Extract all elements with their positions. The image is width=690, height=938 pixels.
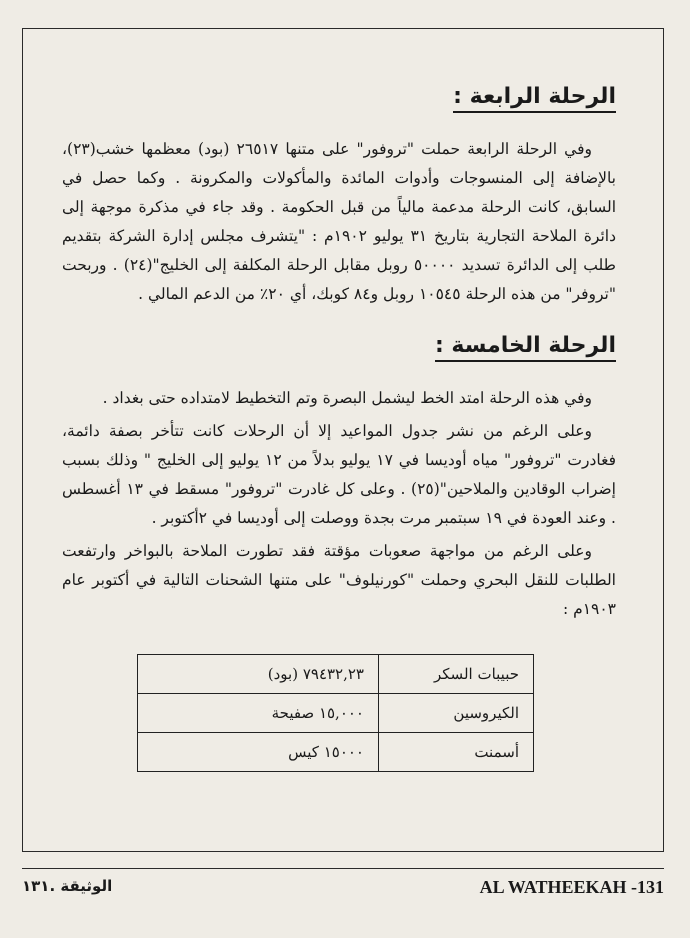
shipments-table (137, 654, 534, 772)
table-row (138, 694, 534, 733)
section-5-paragraph-2: وعلى الرغم من نشر جدول المواعيد إلا أن الرحلات كانت تتأخر بصفة دائمة، فغادرت "تروفور" مياه أوديسا في ١٧ يوليو بدلاً من ١٢ يوليو إلى الخليج " وذلك بسبب إضراب الوقادين والملاحين"(٢٥) . وعلى كل غادرت "تروفور" مسقط في ١٣ أغسطس . وعند العودة في ١٩ سبتمبر مرت بجدة ووصلت إلى أوديسا في ٢أكتوبر . (62, 422, 617, 527)
footer-arabic-page-label: الوثيقة .١٣١ (22, 877, 113, 895)
document-body (62, 84, 616, 772)
footer-journal-page-label: AL WATHEEKAH -131 (479, 877, 664, 897)
shipment-item: أسمنت (379, 733, 534, 772)
page-footer (22, 868, 664, 899)
shipment-quantity: ١٥,٠٠٠ صفيحة (138, 694, 379, 733)
shipment-quantity: ٧٩٤٣٢,٢٣ (بود) (138, 655, 379, 694)
section-5-paragraph-1: وفي هذه الرحلة امتد الخط ليشمل البصرة وتم التخطيط لامتداده حتى بغداد . (102, 389, 592, 407)
shipment-item: الكيروسين (379, 694, 534, 733)
section-4-heading: الرحلة الرابعة : (62, 84, 616, 109)
section-5-heading: الرحلة الخامسة : (62, 333, 616, 358)
table-row (138, 733, 534, 772)
section-5-paragraph-3: وعلى الرغم من مواجهة صعوبات مؤقتة فقد تطورت الملاحة بالبواخر وارتفعت الطلبات للنقل البحري وحملت "كورنيلوف" على متنها الشحنات التالية في أكتوبر عام ١٩٠٣م : (62, 542, 616, 618)
shipment-quantity: ١٥٠٠٠ كيس (138, 733, 379, 772)
shipment-item: حبيبات السكر (379, 655, 534, 694)
table-row (138, 655, 534, 694)
section-4-paragraph: وفي الرحلة الرابعة حملت "تروفور" على متنها ٢٦٥١٧ (بود) معظمها خشب(٢٣)، بالإضافة إلى المنسوجات وأدوات المائدة والمأكولات والمكرونة . وكما حصل في السابق، كانت الرحلة مدعمة مالياً من قبل الحكومة . وقد جاء في مذكرة موجهة إلى دائرة الملاحة التجارية بتاريخ ٣١ يوليو ١٩٠٢م : "يتشرف مجلس إدارة الشركة بتقديم طلب إلى الدائرة تسديد ٥٠٠٠٠ روبل مقابل الرحلة المكلفة إلى الخليج"(٢٤) . وربحت "تروفر" من هذه الرحلة ١٠٥٤٥ روبل و٨٤ كوبك، أي ٢٠٪ من الدعم المالي . (62, 140, 616, 303)
